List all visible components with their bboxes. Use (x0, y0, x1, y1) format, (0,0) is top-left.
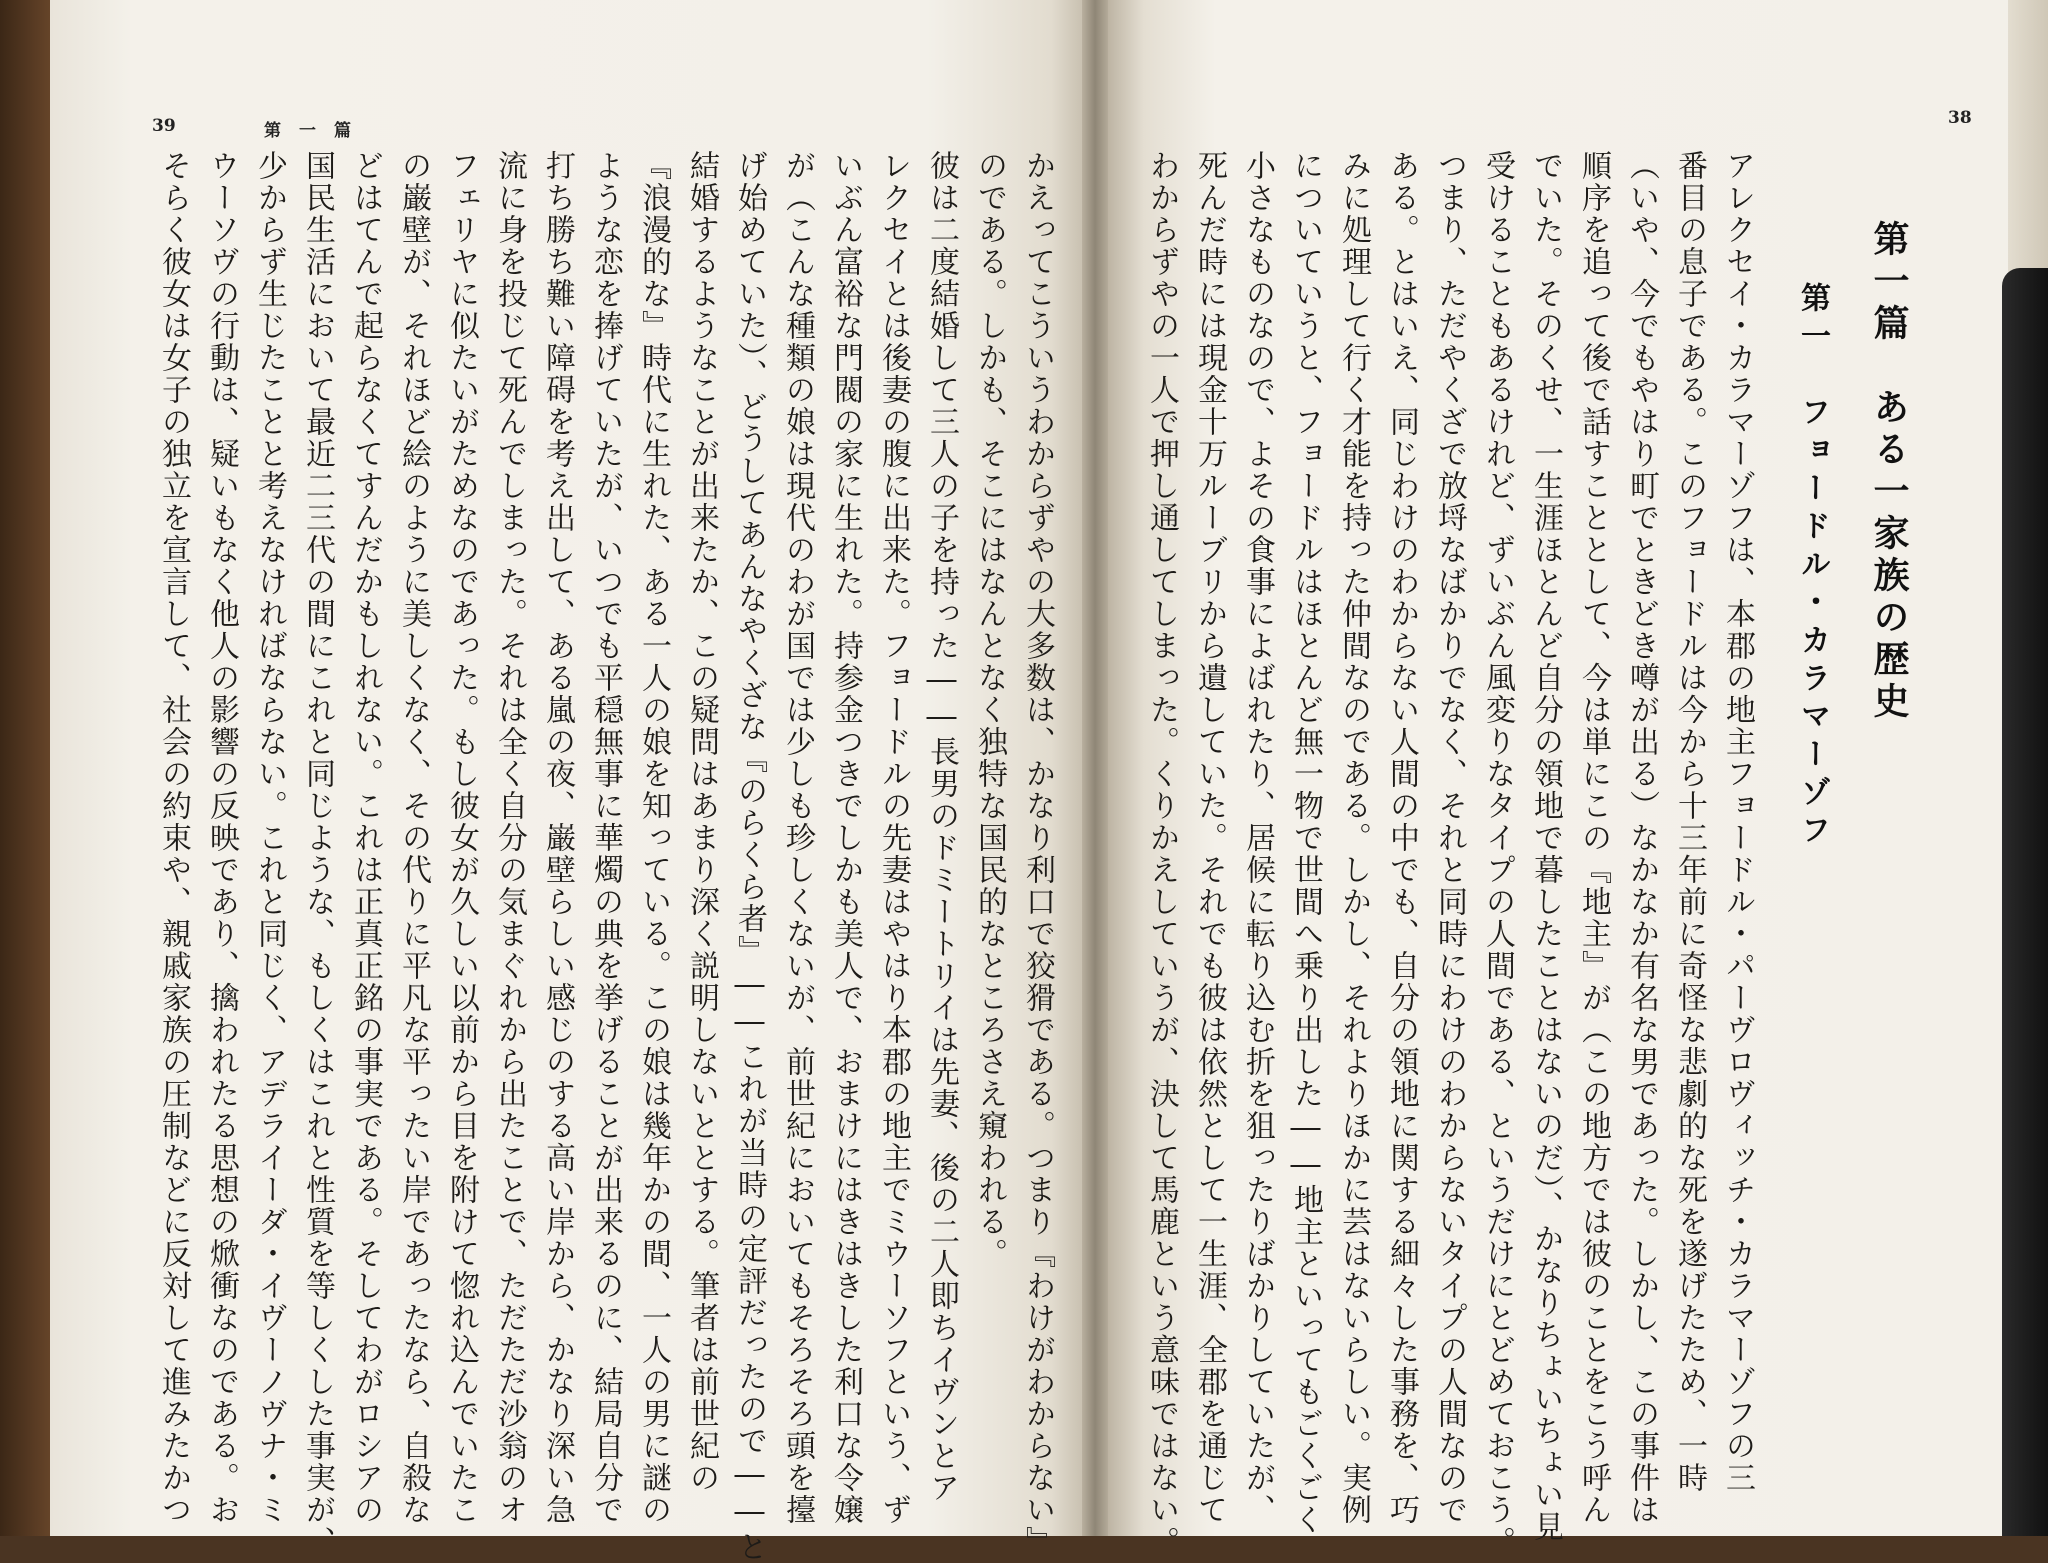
left-line-9: 『浪漫的な』時代に生れた、ある一人の娘を知っている。この娘は幾年かの間、一人の男に謎の (636, 150, 671, 1526)
left-line-16: 国民生活において最近二三代の間にこれと同じような、もしくはこれと性質を等しくした事実が、 (300, 150, 335, 1558)
right-line-7: つまり、ただやくざで放埒なばかりでなく、それと同時にわけのわからないタイプの人間なので (1432, 150, 1467, 1526)
chapter-title: 第一 フョードル・カラマーゾフ (1795, 282, 1830, 852)
dark-object-edge (2002, 268, 2048, 1536)
left-line-11: 打ち勝ち難い障碍を考え出して、ある嵐の夜、巌壁らしい感じのする高い岸から、かなり深い急 (540, 150, 575, 1526)
left-line-13: フェリヤに似たいがためなのであった。もし彼女が久しい以前から目を附けて惚れ込んでいたこ (444, 150, 479, 1526)
right-line-12: 死んだ時には現金十万ルーブリから遺していた。それでも彼は依然として一生涯、全郡を通じて (1192, 150, 1227, 1526)
right-line-2: 番目の息子である。このフョードルは今から十三年前に奇怪な悲劇的な死を遂げたため、一時 (1672, 150, 1707, 1494)
right-line-5: でいた。そのくせ、一生涯ほとんど自分の領地で暮したことはないのだ）、かなりちょいちょい見 (1528, 150, 1563, 1543)
left-line-19: そらく彼女は女子の独立を宣言して、社会の約束や、親戚家族の圧制などに反対して進みたかつ (156, 150, 191, 1526)
left-line-10: ような恋を捧げていたが、いつでも平穏無事に華燭の典を挙げることが出来るのに、結局自分で (588, 150, 623, 1526)
right-line-11: 小さなものなので、よその食事によばれたり、居候に転り込む折を狙ったりばかりしていたが、 (1240, 150, 1275, 1526)
left-line-15: どはてんで起らなくてすんだかもしれない。これは正真正銘の事実である。そしてわがロシアの (348, 150, 383, 1526)
left-line-4: レクセイとは後妻の腹に出来た。フョードルの先妻はやはり本郡の地主でミウーソフという、ず (876, 150, 911, 1526)
left-line-3: 彼は二度結婚して三人の子を持った――長男のドミートリイは先妻、後の二人即ちイヴンとア (924, 150, 959, 1504)
book-gutter (1082, 0, 1108, 1536)
left-line-2: のである。しかも、そこにはなんとなく独特な国民的なところさえ窺われる。 (972, 150, 1007, 1270)
right-line-13: わからずやの一人で押し通してしまった。くりかえしていうが、決して馬鹿という意味ではない。 (1144, 150, 1179, 1558)
left-line-5: いぶん富裕な門閥の家に生れた。持参金つきでしかも美人で、おまけにはきはきした利口な令嬢 (828, 150, 863, 1526)
left-line-6: が（こんな種類の娘は現代のわが国では少しも珍しくないが、前世紀においてもそろそろ頭を擡 (780, 150, 815, 1526)
part-title: 第一篇 ある一家族の歴史 (1868, 220, 1910, 724)
left-line-8: 結婚するようなことが出来たか、この疑問はあまり深く説明しないととする。筆者は前世紀の (684, 150, 719, 1494)
right-page-number: 38 (1948, 108, 1972, 128)
right-line-3: （いや、今でもやはり町でときどき噂が出る）なかなか有名な男であった。しかし、この事件は (1624, 150, 1659, 1526)
right-line-1: アレクセイ・カラマーゾフは、本郡の地主フョードル・パーヴロヴィッチ・カラマーゾフの三 (1720, 150, 1755, 1494)
left-line-12: 流に身を投じて死んでしまった。それは全く自分の気まぐれから出たことで、ただただ沙翁のオ (492, 150, 527, 1526)
left-running-header: 第一篇 (264, 121, 369, 141)
right-line-10: についていうと、フョードルはほとんど無一物で世間へ乗り出した――地主といってもごくごく (1288, 150, 1323, 1536)
left-line-7: げ始めていた）、どうしてあんなやくざな『のらくら者』――これが当時の定評だったので――と (732, 150, 767, 1563)
left-page-number: 39 (152, 116, 176, 136)
left-page (50, 0, 1082, 1563)
right-line-4: 順序を追って後で話すこととして、今は単にこの『地主』が（この地方では彼のことをこう呼ん (1576, 150, 1611, 1526)
left-line-17: 少からず生じたことと考えなければならない。これと同じく、アデライーダ・イヴーノヴナ・ミ (252, 150, 287, 1526)
left-line-1: かえってこういうわからずやの大多数は、かなり利口で狡猾である。つまり『わけがわからない』 (1020, 150, 1055, 1558)
left-line-14: の巌壁が、それほど絵のように美しくなく、その代りに平凡な平ったい岸であったなら、自殺な (396, 150, 431, 1526)
right-page (1108, 0, 2008, 1558)
left-line-18: ウーソヴの行動は、疑いもなく他人の影響の反映であり、擒われたる思想の焮衝なのである。お (204, 150, 239, 1526)
right-line-6: 受けることもあるけれど、ずいぶん風変りなタイプの人間である、というだけにとどめておこう。 (1480, 150, 1515, 1558)
right-line-9: みに処理して行く才能を持った仲間なのである。しかし、それよりほかに芸はないらしい。実例 (1336, 150, 1371, 1526)
right-line-8: ある。とはいえ、同じわけのわからない人間の中でも、自分の領地に関する細々した事務を、巧 (1384, 150, 1419, 1526)
